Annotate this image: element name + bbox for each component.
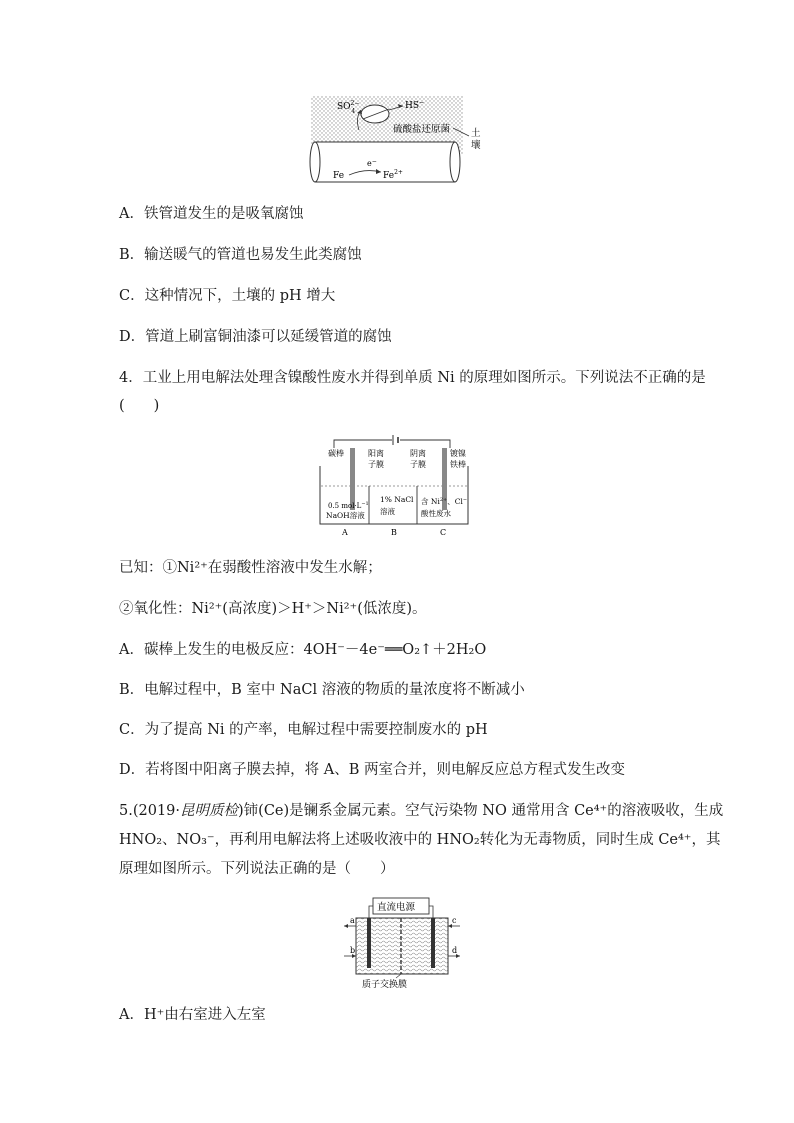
label-electron: e− (367, 158, 377, 168)
label-soil-1: 土 (471, 128, 481, 139)
label-sol-c-2: 酸性废水 (421, 509, 451, 518)
q5-source: 昆明质检 (180, 803, 239, 819)
label-anion-membrane-1: 阴离 (410, 449, 426, 458)
q4-stem: 4．工业上用电解法处理含镍酸性废水并得到单质 Ni 的原理如图所示。下列说法不正确的是 (119, 370, 706, 386)
label-chamber-c: C (440, 528, 447, 537)
pipe-right-end (450, 142, 460, 182)
q4-option-a: A．碳棒上发生的电极反应：4OH⁻－4e⁻══O₂↑＋2H₂O (119, 642, 487, 658)
label-hs: HS− (405, 99, 425, 111)
label-a: a (350, 916, 355, 925)
label-fe: Fe (333, 171, 345, 181)
q4-known-2: ②氧化性：Ni²⁺(高浓度)＞H⁺＞Ni²⁺(低浓度)。 (119, 601, 427, 617)
label-cation-membrane-1: 阳离 (368, 449, 384, 458)
label-sol-a-1: 0.5 $mol\cdot L^{-1}$ (328, 501, 369, 510)
label-c: c (452, 916, 457, 925)
label-carbon-rod: 碳棒 (328, 449, 344, 458)
q4-option-c: C．为了提高 Ni 的产率，电解过程中需要控制废水的 pH (119, 722, 488, 738)
q5-stem-line-1: 5.(2019·昆明质检)铈(Ce)是镧系金属元素。空气污染物 NO 通常用含 Ce⁴⁺的溶液吸收，生成 (119, 803, 724, 819)
label-b: b (350, 946, 356, 955)
label-proton-membrane: 质子交换膜 (362, 980, 408, 990)
label-sol-b-2: 溶液 (380, 507, 395, 516)
label-nickel-rod-2: 铁棒 (450, 460, 466, 469)
label-sol-b-1: 1% NaCl (380, 495, 414, 504)
label-so4: $SO^{2-}$ 4 (337, 100, 360, 115)
label-power: 直流电源 (377, 902, 416, 913)
label-nickel-rod-1: 镀镍 (450, 449, 466, 458)
figure-electrolysis-nickel (318, 434, 478, 538)
label-anion-membrane-2: 子膜 (410, 460, 426, 469)
left-electrode (367, 918, 371, 968)
q5-option-a: A．H⁺由右室进入左室 (119, 1007, 266, 1023)
q5-stem-line-3: 原理如图所示。下列说法正确的是（ ） (119, 861, 395, 877)
pipe-left-end (310, 142, 320, 182)
figure-electrolysis-cerium (340, 896, 465, 990)
label-soil-2: 壤 (471, 140, 481, 151)
carbon-rod (350, 448, 355, 510)
label-cation-membrane-2: 子膜 (368, 460, 384, 469)
label-sol-a-2: NaOH溶液 (326, 511, 365, 520)
q5-stem-line-2: HNO₂、NO₃⁻，再利用电解法将上述吸收液中的 HNO₂转化为无毒物质，同时生成 Ce⁴⁺，其 (119, 832, 721, 848)
label-bacteria: 硫酸盐还原菌 (393, 124, 451, 135)
label-chamber-a: A (342, 528, 348, 537)
q3-option-a: A．铁管道发生的是吸氧腐蚀 (119, 206, 304, 222)
q4-known-1: 已知：①Ni²⁺在弱酸性溶液中发生水解； (119, 560, 382, 576)
label-sol-c-1: 含 $Ni^{2+}$、Cl− (421, 497, 468, 506)
figure-soil-corrosion (305, 92, 495, 192)
q4-answer-paren: ( ) (119, 398, 160, 414)
right-electrode (431, 918, 435, 968)
q3-option-c: C．这种情况下，土壤的 pH 增大 (119, 288, 336, 304)
label-fe2: $Fe^{2+}$ (383, 169, 403, 181)
label-chamber-b: B (391, 528, 397, 537)
q3-option-b: B．输送暖气的管道也易发生此类腐蚀 (119, 247, 362, 263)
q4-option-d: D．若将图中阳离子膜去掉，将 A、B 两室合并，则电解反应总方程式发生改变 (119, 762, 625, 778)
q4-option-b: B．电解过程中，B 室中 NaCl 溶液的物质的量浓度将不断减小 (119, 682, 525, 698)
label-d: d (452, 946, 458, 955)
q3-option-d: D．管道上刷富铜油漆可以延缓管道的腐蚀 (119, 329, 392, 345)
